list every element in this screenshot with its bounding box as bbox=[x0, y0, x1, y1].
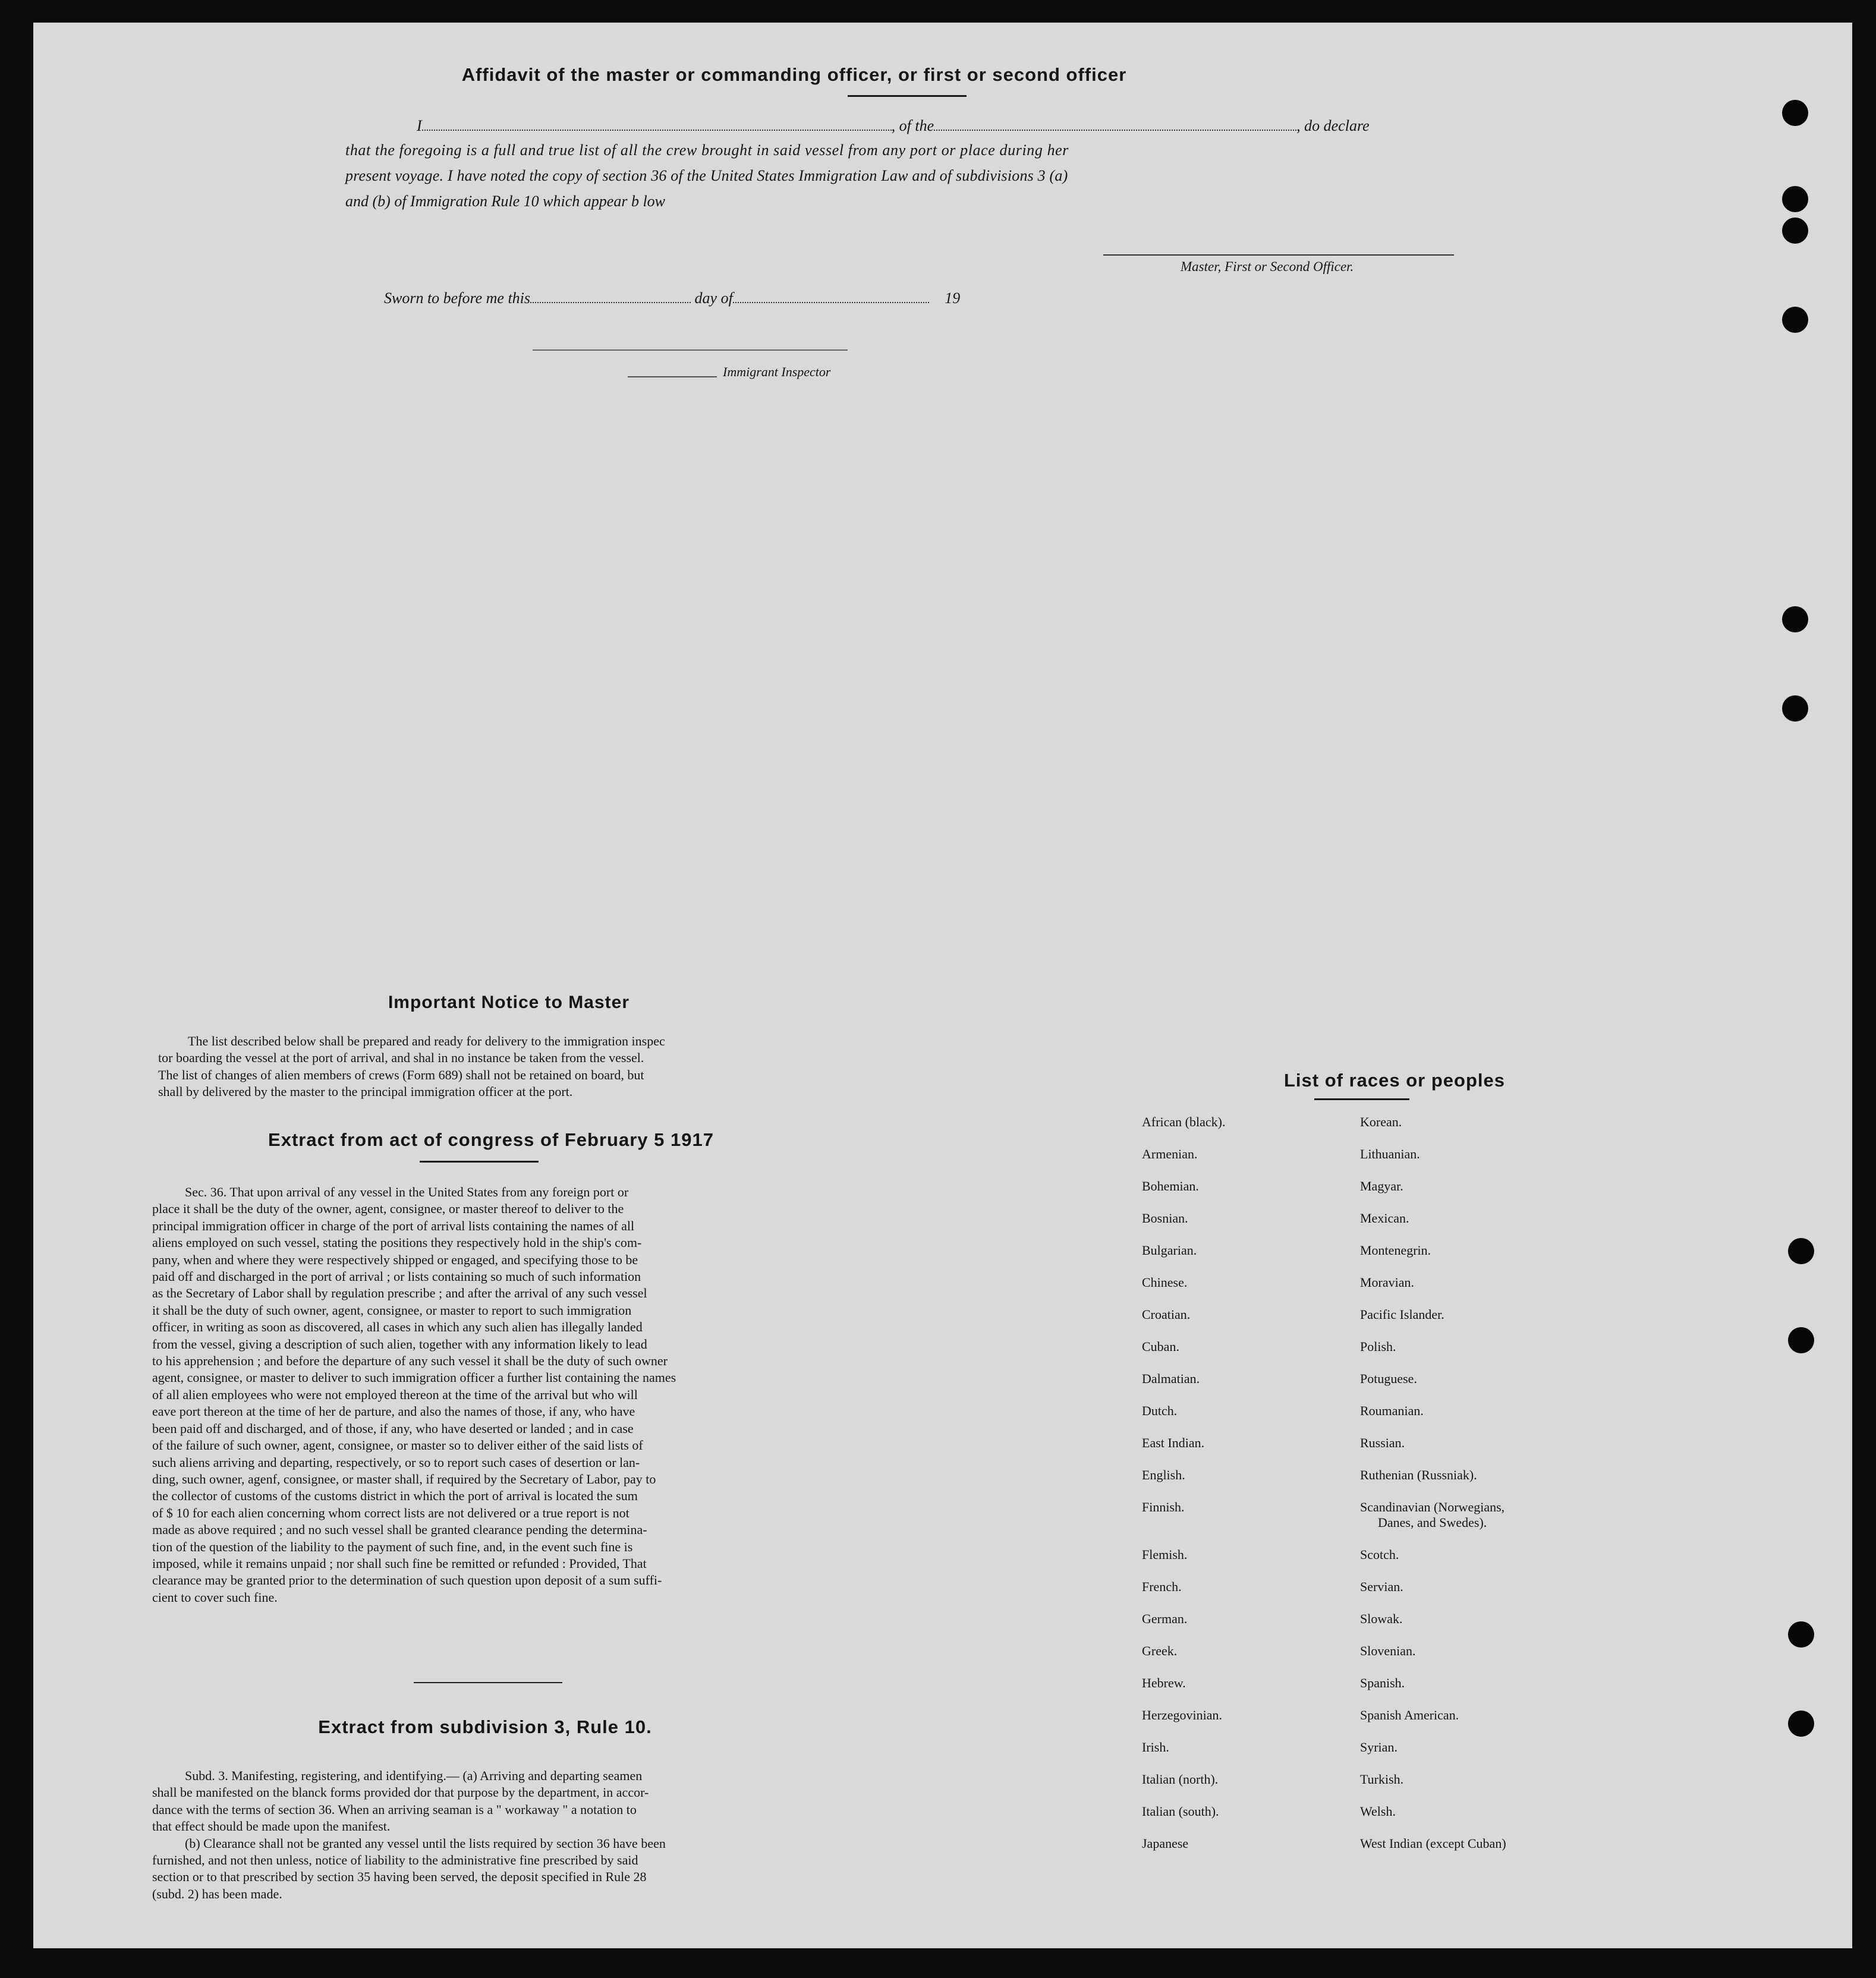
race-item: Slovenian. bbox=[1360, 1643, 1416, 1658]
rule-line: section or to that prescribed by section 35 having been served, the deposit specified in Rule 28 bbox=[152, 1869, 647, 1885]
race-item: Moravian. bbox=[1360, 1275, 1415, 1290]
race-item: Polish. bbox=[1360, 1339, 1396, 1354]
race-item: East Indian. bbox=[1142, 1435, 1205, 1450]
act-line: of $ 10 for each alien concerning whom correct lists are not delivered or a true report is not bbox=[152, 1505, 629, 1520]
act-extract-rule bbox=[420, 1161, 539, 1163]
race-item: Spanish American. bbox=[1360, 1708, 1459, 1722]
race-item: Bosnian. bbox=[1142, 1211, 1188, 1226]
rule-line: furnished, and not then unless, notice of liability to the administrative fine prescribed by said bbox=[152, 1853, 638, 1868]
affidavit-line-1 bbox=[363, 116, 1370, 135]
rule-line: dance with the terms of section 36. When an arriving seaman is a " workaway " a notation to bbox=[152, 1801, 637, 1817]
race-item: Turkish. bbox=[1360, 1772, 1404, 1787]
race-item: French. bbox=[1142, 1579, 1182, 1594]
rule-line: (subd. 2) has been made. bbox=[152, 1886, 282, 1901]
rule-line: shall be manifested on the blanck forms provided dor that purpose by the department, in accor- bbox=[152, 1785, 649, 1800]
race-item: Russian. bbox=[1360, 1435, 1405, 1450]
race-item: Welsh. bbox=[1360, 1804, 1396, 1819]
act-line: of the failure of such owner, agent, consignee, or master so to deliver either of the said lists of bbox=[152, 1438, 643, 1453]
act-line: it shall be the duty of such owner, agent, consignee, or master to report to such immigration bbox=[152, 1302, 632, 1318]
rule-extract-title: Extract from subdivision 3, Rule 10. bbox=[318, 1716, 652, 1737]
act-extract-title: Extract from act of congress of February 5 1917 bbox=[268, 1129, 714, 1150]
binder-hole bbox=[1782, 606, 1808, 632]
race-item: Bulgarian. bbox=[1142, 1243, 1197, 1258]
binder-hole bbox=[1788, 1711, 1814, 1737]
race-item: African (black). bbox=[1142, 1114, 1226, 1129]
text-i: I bbox=[417, 117, 422, 134]
race-item: Dutch. bbox=[1142, 1403, 1178, 1418]
affidavit-line-3: present voyage. I have noted the copy of section 36 of the United States Immigration Law and of subdivisions 3 (a) bbox=[345, 167, 1068, 184]
race-item: Scandinavian (Norwegians, bbox=[1360, 1500, 1505, 1514]
affidavit-line-4: and (b) of Immigration Rule 10 which appear b low bbox=[345, 193, 666, 210]
rule-extract-text bbox=[152, 1768, 824, 1903]
sworn-text: Sworn to before me this bbox=[384, 289, 531, 307]
notice-text bbox=[158, 1033, 824, 1101]
race-item: Armenian. bbox=[1142, 1147, 1198, 1161]
affidavit-title-rule bbox=[848, 95, 967, 97]
signature-line bbox=[1103, 254, 1454, 256]
race-item: Japanese bbox=[1142, 1836, 1189, 1851]
race-item: Magyar. bbox=[1360, 1179, 1403, 1193]
race-item: Roumanian. bbox=[1360, 1403, 1424, 1418]
year-text: 19 bbox=[945, 289, 961, 307]
race-item: Bohemian. bbox=[1142, 1179, 1199, 1193]
act-line: agent, consignee, or master to deliver to such immigration officer a further list containing the names bbox=[152, 1370, 676, 1385]
act-line: aliens employed on such vessel, stating the positions they respectively hold in the ship's com- bbox=[152, 1235, 642, 1251]
act-line: principal immigration officer in charge of the port of arrival lists containing the names of all bbox=[152, 1218, 635, 1233]
sworn-day-blank bbox=[530, 289, 691, 303]
race-item: Korean. bbox=[1360, 1114, 1402, 1129]
race-item: Servian. bbox=[1360, 1579, 1403, 1594]
binder-hole bbox=[1782, 307, 1808, 333]
race-item: Irish. bbox=[1142, 1740, 1169, 1755]
race-item: Scotch. bbox=[1360, 1547, 1399, 1562]
race-item: Pacific Islander. bbox=[1360, 1307, 1444, 1322]
race-item: Greek. bbox=[1142, 1643, 1178, 1658]
act-line: paid off and discharged in the port of arrival ; or lists containing so much of such information bbox=[152, 1269, 641, 1284]
affidavit-title: Affidavit of the master or commanding officer, or first or second officer bbox=[461, 64, 1127, 85]
binder-hole bbox=[1782, 100, 1808, 126]
binder-hole bbox=[1788, 1327, 1814, 1353]
inspector-line-2 bbox=[628, 376, 717, 377]
races-title: List of races or peoples bbox=[1284, 1070, 1505, 1091]
race-item-continued: Danes, and Swedes). bbox=[1378, 1515, 1487, 1530]
binder-hole bbox=[1782, 186, 1808, 212]
race-item: Lithuanian. bbox=[1360, 1147, 1420, 1161]
binder-hole bbox=[1788, 1621, 1814, 1648]
notice-title: Important Notice to Master bbox=[388, 993, 630, 1012]
act-line: such aliens arriving and departing, respectively, or so to report such cases of desertion or lan- bbox=[152, 1454, 640, 1470]
act-line: from the vessel, giving a description of such alien, together with any information likely to lead bbox=[152, 1336, 647, 1352]
act-line: ding, such owner, agenf, consignee, or master shall, if required by the Secretary of Labor, pay to bbox=[152, 1471, 656, 1486]
race-item: Italian (north). bbox=[1142, 1772, 1219, 1787]
act-line: of all alien employees who were not employed thereon at the time of the arrival but who will bbox=[152, 1387, 638, 1402]
race-item: Syrian. bbox=[1360, 1740, 1397, 1755]
race-item: Potuguese. bbox=[1360, 1371, 1417, 1386]
rule-line: that effect should be made upon the manifest. bbox=[152, 1819, 391, 1834]
month-blank bbox=[733, 289, 929, 303]
race-item: Spanish. bbox=[1360, 1675, 1405, 1690]
act-line: place it shall be the duty of the owner, agent, consignee, or master thereof to deliver to the bbox=[152, 1201, 624, 1217]
race-item: Herzegovinian. bbox=[1142, 1708, 1222, 1722]
notice-line: The list of changes of alien members of crews (Form 689) shall not be retained on board, but bbox=[158, 1067, 644, 1082]
race-item: Cuban. bbox=[1142, 1339, 1179, 1354]
act-line: eave port thereon at the time of her de parture, and also the names of those, if any, who have bbox=[152, 1404, 635, 1419]
act-line: officer, in writing as soon as discovered, all cases in which any such alien has illegally landed bbox=[152, 1319, 643, 1335]
notice-line: tor boarding the vessel at the port of arrival, and shal in no instance be taken from the vessel. bbox=[158, 1050, 644, 1066]
act-line: the collector of customs of the customs district in which the port of arrival is located the sum bbox=[152, 1488, 638, 1504]
act-extract-text bbox=[152, 1184, 824, 1606]
race-item: Italian (south). bbox=[1142, 1804, 1219, 1819]
race-item: English. bbox=[1142, 1467, 1185, 1482]
act-line: made as above required ; and no such vessel shall be granted clearance pending the determina- bbox=[152, 1522, 647, 1538]
act-line: been paid off and discharged, and of those, if any, who have deserted or landed ; and in case bbox=[152, 1420, 634, 1436]
act-line: clearance may be granted prior to the determination of such question upon deposit of a sum suffi- bbox=[152, 1573, 662, 1588]
act-line: pany, when and where they were respectively shipped or engaged, and specifying those to be bbox=[152, 1252, 638, 1267]
sworn-line bbox=[384, 289, 960, 307]
race-item: Mexican. bbox=[1360, 1211, 1409, 1226]
inspector-line-1 bbox=[533, 349, 848, 351]
race-item: Croatian. bbox=[1142, 1307, 1191, 1322]
races-title-rule bbox=[1314, 1098, 1409, 1100]
section-divider bbox=[414, 1682, 562, 1683]
race-item: Montenegrin. bbox=[1360, 1243, 1431, 1258]
document-page bbox=[33, 23, 1852, 1948]
binder-hole bbox=[1782, 695, 1808, 722]
binder-hole bbox=[1782, 218, 1808, 244]
inspector-label: Immigrant Inspector bbox=[723, 364, 831, 379]
day-of-text: day of bbox=[694, 289, 733, 307]
race-item: Finnish. bbox=[1142, 1500, 1185, 1514]
race-item: Dalmatian. bbox=[1142, 1371, 1200, 1386]
race-item: Ruthenian (Russniak). bbox=[1360, 1467, 1477, 1482]
text-of-the: , of the bbox=[891, 117, 934, 134]
act-line: to his apprehension ; and before the departure of any such vessel it shall be the duty of such owner bbox=[152, 1353, 668, 1369]
act-line: cient to cover such fine. bbox=[152, 1589, 278, 1605]
race-item: Slowak. bbox=[1360, 1611, 1403, 1626]
rule-line: Subd. 3. Manifesting, registering, and identifying.— (a) Arriving and departing seamen bbox=[185, 1768, 643, 1783]
act-line: imposed, while it remains unpaid ; nor shall such fine be remitted or refunded : Provided, That bbox=[152, 1555, 647, 1571]
vessel-blank bbox=[934, 116, 1296, 131]
race-item: Chinese. bbox=[1142, 1275, 1188, 1290]
race-item: Hebrew. bbox=[1142, 1675, 1186, 1690]
act-line: Sec. 36. That upon arrival of any vessel in the United States from any foreign port or bbox=[185, 1185, 629, 1199]
race-item: West Indian (except Cuban) bbox=[1360, 1836, 1506, 1851]
race-item: German. bbox=[1142, 1611, 1188, 1626]
act-line: as the Secretary of Labor shall by regulation prescribe ; and after the arrival of any such vessel bbox=[152, 1286, 647, 1301]
binder-hole bbox=[1788, 1238, 1814, 1264]
race-item: Flemish. bbox=[1142, 1547, 1188, 1562]
affidavit-line-2: that the foregoing is a full and true list of all the crew brought in said vessel from any port or place during her bbox=[345, 141, 1069, 159]
act-line: tion of the question of the liability to the payment of such fine, and, in the event such fine is bbox=[152, 1539, 633, 1554]
notice-line: shall by delivered by the master to the principal immigration officer at the port. bbox=[158, 1084, 573, 1100]
signature-label: Master, First or Second Officer. bbox=[1181, 259, 1354, 274]
rule-line: (b) Clearance shall not be granted any vessel until the lists required by section 36 have been bbox=[185, 1835, 666, 1851]
notice-line: The list described below shall be prepared and ready for delivery to the immigration inspec bbox=[188, 1034, 665, 1048]
text-do-declare: , do declare bbox=[1296, 117, 1370, 134]
name-blank bbox=[422, 116, 892, 131]
